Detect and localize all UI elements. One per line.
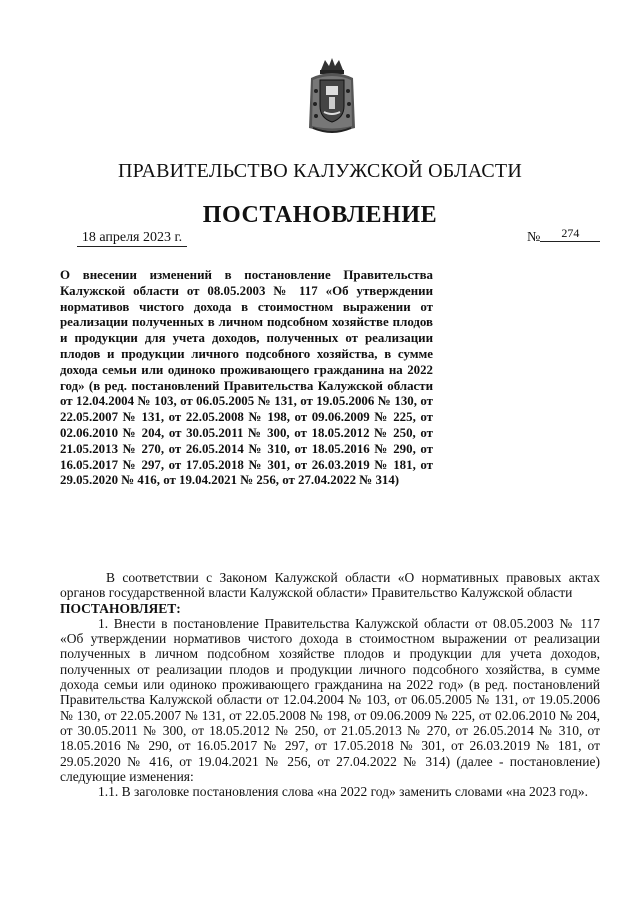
item-1-1-paragraph: 1.1. В заголовке постановления слова «на 2022 год» заменить словами «на 2023 год». <box>98 784 588 800</box>
resolves-heading: ПОСТАНОВЛЯЕТ: <box>60 600 181 616</box>
document-type-title: ПОСТАНОВЛЕНИЕ <box>202 202 438 228</box>
number-value: 274 <box>540 226 600 242</box>
document-body <box>60 570 600 799</box>
item-1-paragraph: 1. Внести в постановление Правительства Калужской области от 08.05.2003 № 117 «Об утверждении нормативов чистого дохода в стоимостном выражении от реализации полученных в личном подсобном хозяйстве плодов и продукции для учета доходов, полученных от реализации плодов и продукции личного подсобного хозяйства, в сумме дохода семьи или одиноко проживающего гражданина на 2022 год» (в ред. постановлений Правительства Калужской области от 12.04.2004 № 103, от 06.05.2005 № 131, от 19.05.2006 № 130, от 22.05.2007 № 131, от 22.05.2008 № 198, от 09.06.2009 № 225, от 02.06.2010 № 204, от 30.05.2011 № 300, от 18.05.2012 № 250, от 21.05.2013 № 270, от 26.05.2014 № 310, от 18.05.2016 № 290, от 16.05.2017 № 297, от 17.05.2018 № 301, от 26.03.2019 № 181, от 29.05.2020 № 416, от 19.04.2021 № 256, от 27.04.2022 № 314) (далее - постановление) следующие изменения: <box>60 615 600 784</box>
organization-title: ПРАВИТЕЛЬСТВО КАЛУЖСКОЙ ОБЛАСТИ <box>118 160 522 182</box>
date-value: 18 апреля 2023 г. <box>77 230 187 247</box>
number-label: № <box>527 230 541 245</box>
preamble-paragraph: В соответствии с Законом Калужской области «О нормативных правовых актах органов государственной власти Калужской области» Правительство Калужской области <box>60 570 600 601</box>
document-date <box>77 230 187 247</box>
document-number <box>527 226 600 246</box>
document-subject: О внесении изменений в постановление Правительства Калужской области от 08.05.2003 № 117 «Об утверждении нормативов чистого дохода в стоимостном выражении от реализации полученных в личном подсобном хозяйстве плодов и продукции для учета доходов, полученных от реализации плодов и продукции личного подсобного хозяйства, в сумме дохода семьи или одиноко проживающего гражданина на 2022 год» (в ред. постановлений Правительства Калужской области от 12.04.2004 № 103, от 06.05.2005 № 131, от 19.05.2006 № 130, от 22.05.2007 № 131, от 22.05.2008 № 198, от 09.06.2009 № 225, от 02.06.2010 № 204, от 30.05.2011 № 300, от 18.05.2012 № 250, от 21.05.2013 № 270, от 26.05.2014 № 310, от 18.05.2016 № 290, от 16.05.2017 № 297, от 17.05.2018 № 301, от 26.03.2019 № 181, от 29.05.2020 № 416, от 19.04.2021 № 256, от 27.04.2022 № 314) <box>60 268 433 488</box>
coat-of-arms-icon <box>307 56 357 134</box>
